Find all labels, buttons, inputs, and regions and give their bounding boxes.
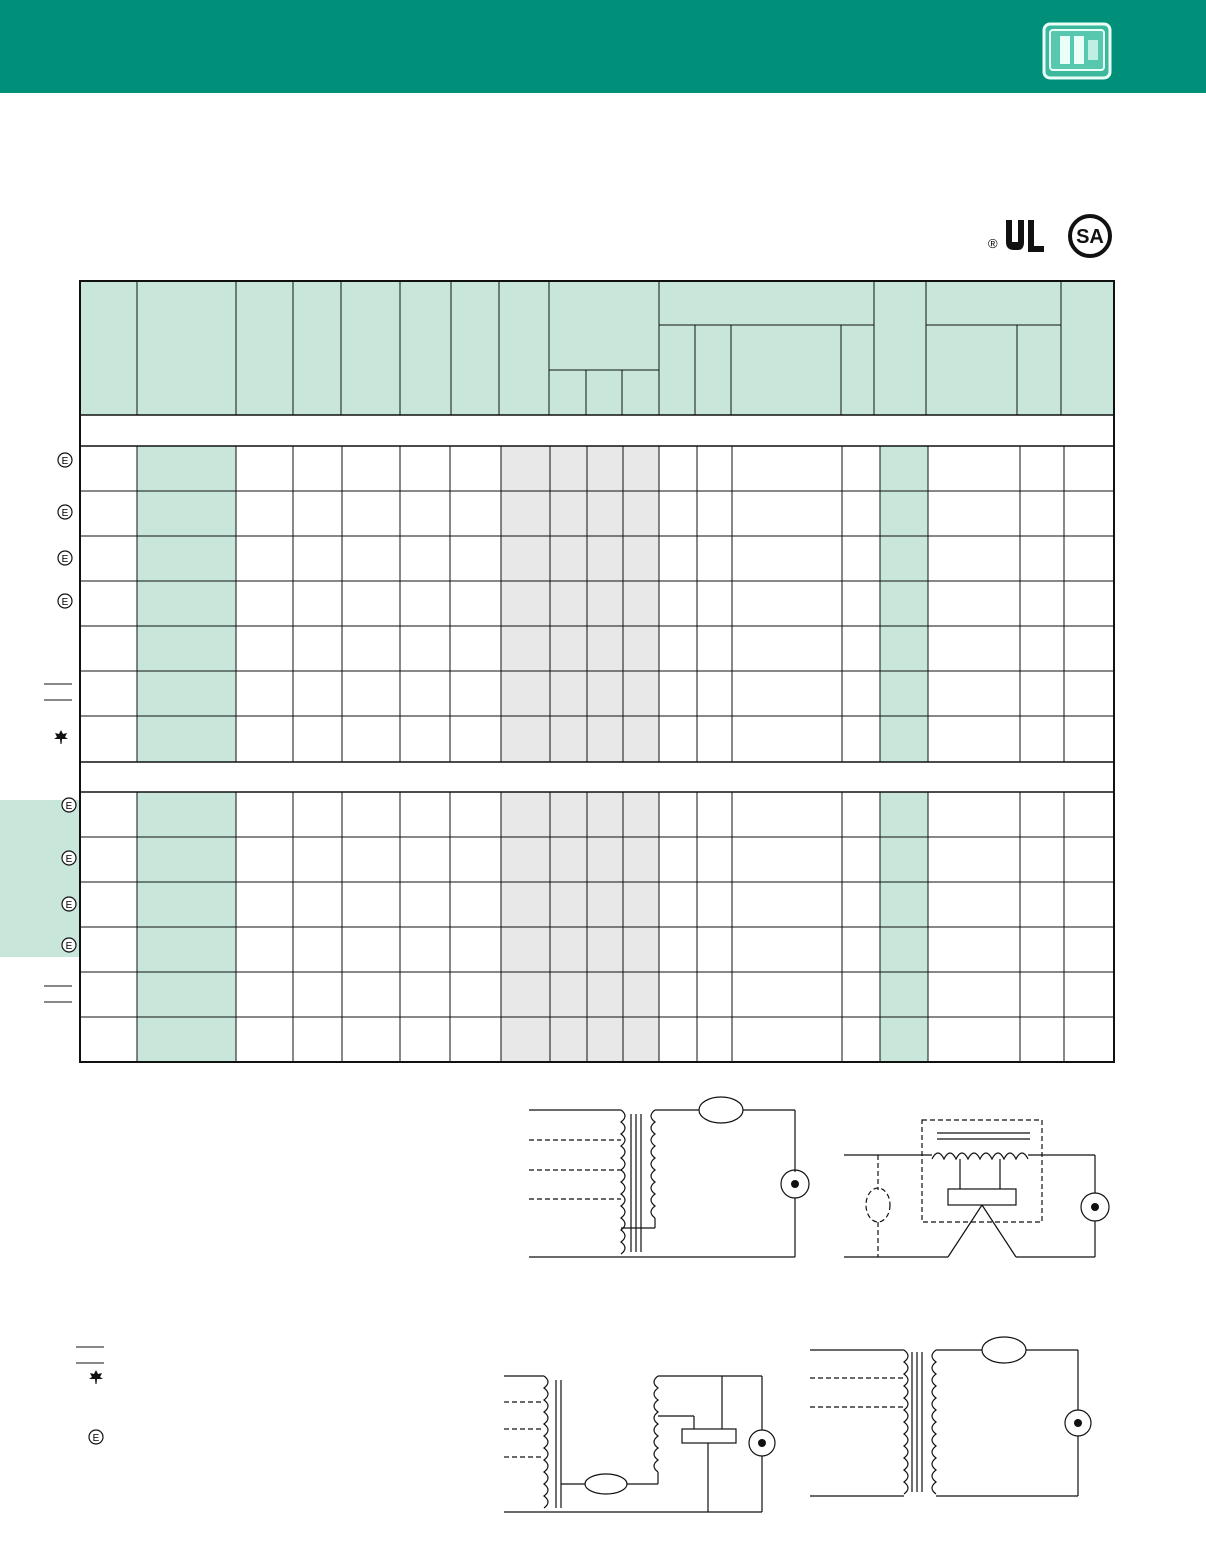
wiring-diagram-1 bbox=[525, 1092, 815, 1262]
e-circle-mark bbox=[57, 593, 73, 609]
svg-text:E: E bbox=[65, 854, 73, 865]
svg-text:E: E bbox=[65, 941, 73, 952]
svg-text:E: E bbox=[61, 554, 69, 565]
section-side-tab bbox=[0, 800, 79, 957]
e-circle-mark bbox=[61, 896, 77, 912]
bar-mark bbox=[44, 683, 72, 701]
wiring-diagram-4 bbox=[806, 1330, 1098, 1502]
svg-text:E: E bbox=[65, 801, 73, 812]
wiring-diagram-2 bbox=[840, 1115, 1115, 1265]
e-circle-mark bbox=[57, 452, 73, 468]
ul-recognized-mark bbox=[988, 212, 1052, 260]
wiring-diagram-3 bbox=[500, 1372, 780, 1517]
maple-leaf-mark bbox=[88, 1369, 104, 1385]
e-circle-mark bbox=[61, 850, 77, 866]
header-band bbox=[0, 0, 1206, 93]
e-circle-mark bbox=[61, 797, 77, 813]
e-circle-mark bbox=[88, 1429, 104, 1445]
svg-text:E: E bbox=[65, 900, 73, 911]
e-circle-mark bbox=[57, 550, 73, 566]
maple-leaf-mark bbox=[53, 729, 69, 745]
svg-text:SA: SA bbox=[1076, 226, 1104, 248]
svg-text:E: E bbox=[61, 456, 69, 467]
csa-mark bbox=[1066, 212, 1114, 260]
bar-mark bbox=[76, 1346, 104, 1364]
svg-text:E: E bbox=[61, 597, 69, 608]
transformer-product-icon bbox=[1038, 14, 1118, 84]
e-label: E bbox=[92, 1433, 100, 1444]
registered-symbol: ® bbox=[988, 236, 998, 251]
e-circle-mark bbox=[57, 504, 73, 520]
e-circle-mark bbox=[61, 937, 77, 953]
highlight-column-shading bbox=[137, 446, 928, 1062]
bar-mark bbox=[44, 985, 72, 1003]
svg-text:E: E bbox=[61, 508, 69, 519]
